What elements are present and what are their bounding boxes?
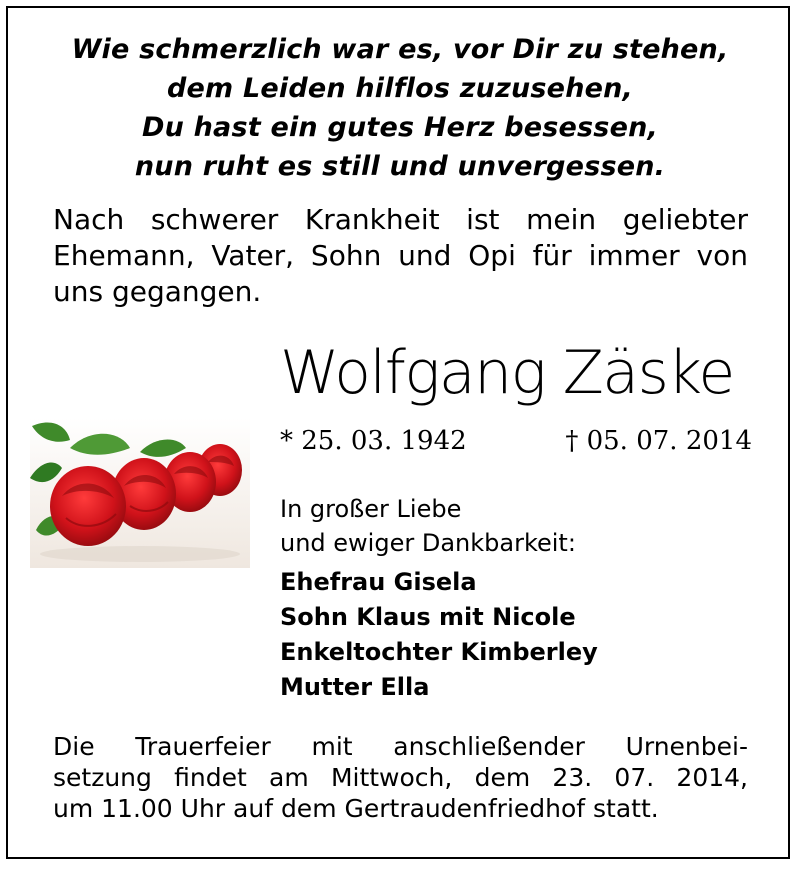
death-date: † 05. 07. 2014: [565, 426, 752, 456]
word: mein: [526, 203, 597, 236]
deceased-name: Wolfgang Zäske: [280, 338, 734, 408]
footer-line-1: [53, 731, 748, 762]
word: Mittwoch,: [330, 763, 453, 792]
dedication-line: In großer Liebe: [280, 495, 462, 523]
dedication: [280, 492, 750, 560]
poem-line: nun ruht es still und unvergessen.: [134, 151, 666, 182]
word: findet: [174, 763, 247, 792]
intro-line-1: [53, 202, 748, 238]
word: Die: [53, 732, 95, 761]
word: ist: [466, 203, 500, 236]
word: Nach: [53, 203, 125, 236]
word: dem: [474, 763, 531, 792]
life-dates: [280, 423, 752, 459]
poem: [20, 30, 780, 186]
word: 2014,: [676, 763, 748, 792]
intro-text: [53, 202, 748, 310]
word: schwerer: [150, 203, 279, 236]
mourner: Ehefrau Gisela: [280, 568, 477, 596]
intro-line-2: [53, 238, 748, 274]
mourner: Enkeltochter Kimberley: [280, 638, 598, 666]
word: am: [269, 763, 309, 792]
word: Ehemann,: [53, 239, 195, 272]
word: Urnenbei-: [625, 732, 748, 761]
intro-line-3: uns gegangen.: [53, 275, 262, 308]
word: mit: [311, 732, 353, 761]
dedication-line: und ewiger Dankbarkeit:: [280, 529, 576, 557]
word: Krankheit: [304, 203, 440, 236]
word: 07.: [614, 763, 655, 792]
word: geliebter: [622, 203, 748, 236]
word: und: [398, 239, 452, 272]
funeral-info: [53, 731, 748, 824]
word: setzung: [53, 763, 152, 792]
poem-line: Wie schmerzlich war es, vor Dir zu stehen,: [71, 34, 729, 65]
word: Sohn: [310, 239, 382, 272]
mourner: Mutter Ella: [280, 673, 430, 701]
poem-line: dem Leiden hilflos zuzusehen,: [166, 73, 634, 104]
red-roses-image: [30, 418, 250, 568]
word: Opi: [468, 239, 516, 272]
mourner: Sohn Klaus mit Nicole: [280, 603, 576, 631]
word: Trauerfeier: [135, 732, 271, 761]
footer-line-2: [53, 762, 748, 793]
word: 23.: [552, 763, 593, 792]
word: anschließender: [393, 732, 585, 761]
word: von: [696, 239, 748, 272]
word: immer: [588, 239, 680, 272]
footer-line-3: um 11.00 Uhr auf dem Gertraudenfriedhof statt.: [53, 794, 659, 823]
birth-date: * 25. 03. 1942: [280, 426, 467, 456]
word: Vater,: [211, 239, 295, 272]
mourners-list: [280, 565, 750, 705]
poem-line: Du hast ein gutes Herz besessen,: [142, 112, 658, 143]
word: für: [532, 239, 572, 272]
